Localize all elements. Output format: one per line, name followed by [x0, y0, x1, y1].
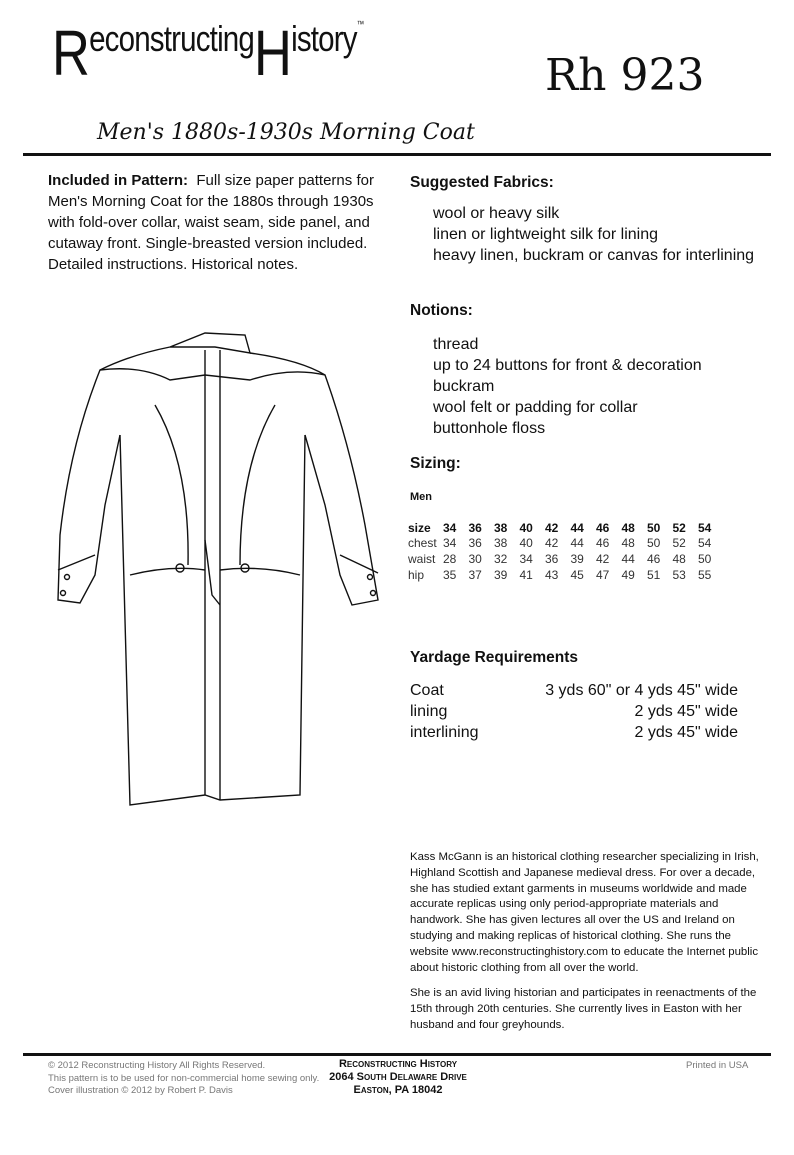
bio-paragraph: She is an avid living historian and participates in reenactments of the 15th through 20th centuries. She currently lives in Easton with her husband and four greyhounds.	[410, 987, 757, 1031]
notion-item: buttonhole floss	[433, 420, 546, 437]
size-cell: 42	[545, 536, 559, 551]
size-cell: 44	[570, 536, 584, 551]
sizing-row	[408, 567, 724, 583]
pattern-code: Rh 923	[545, 50, 705, 101]
sizing-heading: Sizing:	[410, 455, 461, 472]
notion-item: buckram	[433, 378, 495, 395]
yardage-amount: 3 yds 60" or 4 yds 45" wide	[545, 682, 738, 699]
logo-r: R	[52, 17, 90, 89]
size-cell: 39	[494, 567, 508, 582]
company-name: Reconstructing History	[338, 1058, 458, 1070]
fabrics-heading: Suggested Fabrics:	[410, 174, 554, 191]
address	[318, 1058, 478, 1097]
yardage-item: lining	[410, 703, 448, 720]
size-cell: 28	[443, 551, 457, 566]
size-cell: 46	[596, 536, 610, 551]
author-bio	[410, 850, 762, 1044]
copyright-line: © 2012 Reconstructing History All Rights Reserved.	[48, 1060, 266, 1071]
header-divider	[23, 153, 771, 156]
size-cell: 47	[596, 567, 610, 582]
intro-label: Included in Pattern:	[48, 172, 189, 189]
size-cell: 44	[570, 520, 584, 535]
row-label: size	[408, 520, 431, 535]
notion-item: up to 24 buttons for front & decoration	[433, 357, 702, 374]
fabric-item: linen or lightweight silk for lining	[433, 226, 658, 243]
size-cell: 40	[519, 520, 533, 535]
usage-line: This pattern is to be used for non-commercial home sewing only.	[48, 1072, 320, 1084]
size-cell: 36	[545, 551, 559, 566]
yardage-row	[410, 722, 738, 743]
size-cell: 46	[647, 551, 661, 566]
size-cell: 39	[570, 551, 584, 566]
size-cell: 42	[596, 551, 610, 566]
size-cell: 30	[468, 551, 482, 566]
size-cell: 34	[519, 551, 533, 566]
coat-illustration	[40, 325, 390, 820]
size-cell: 48	[621, 536, 635, 551]
bio-paragraph: Kass McGann is an historical clothing researcher specializing in Irish, Highland Scottish and Japanese medieval dress. For over a decade, she has studied extant garments in museums worldwide and made accurate replicas using only period-appropriate materials and handwork. She has given lectures all over the US and Ireland on studying and making replicas of historical clothing. She runs the website www.reconstructinghistory.com to educate the Internet public about historic clothing from all over the world.	[410, 851, 759, 974]
size-cell: 40	[519, 536, 533, 551]
size-cell: 52	[672, 520, 686, 535]
street: 2064 South Delaware Drive	[329, 1071, 467, 1083]
size-cell: 42	[545, 520, 559, 535]
logo-h: H	[254, 17, 292, 89]
yardage-amount: 2 yds 45" wide	[634, 703, 738, 720]
fabric-item: heavy linen, buckram or canvas for interlining	[433, 247, 755, 264]
yardage-amount: 2 yds 45" wide	[634, 724, 738, 741]
size-cell: 45	[570, 567, 584, 582]
yardage-table	[410, 680, 738, 743]
size-cell: 38	[494, 536, 508, 551]
size-cell: 55	[698, 567, 712, 582]
size-cell: 51	[647, 567, 661, 582]
printed-in: Printed in USA	[686, 1060, 749, 1071]
logo	[52, 17, 364, 89]
size-cell: 50	[647, 520, 661, 535]
row-label: waist	[408, 551, 436, 566]
sizing-row	[408, 536, 724, 552]
size-cell: 50	[647, 536, 661, 551]
row-label: hip	[408, 567, 425, 582]
yardage-item: interlining	[410, 724, 479, 741]
city: Easton, PA 18042	[353, 1084, 443, 1096]
size-cell: 54	[698, 520, 712, 535]
size-cell: 48	[621, 520, 635, 535]
fabric-item: wool or heavy silk	[433, 205, 560, 222]
size-cell: 52	[672, 536, 686, 551]
logo-mid: econstructing	[89, 18, 255, 59]
illustration-credit: Cover illustration © 2012 by Robert P. Davis	[48, 1085, 233, 1096]
size-cell: 43	[545, 567, 559, 582]
row-label: chest	[408, 536, 437, 551]
size-cell: 35	[443, 567, 457, 582]
size-cell: 44	[621, 551, 635, 566]
sizing-row	[408, 520, 724, 536]
notions-heading: Notions:	[410, 302, 473, 319]
notion-item: thread	[433, 336, 479, 353]
intro-text: Full size paper patterns for Men's Morning Coat for the 1880s through 1930s with fold-over collar, waist seam, side panel, and cutaway front. Single-breasted version included. Detailed instructions. Historical notes.	[48, 172, 374, 273]
size-cell: 34	[443, 536, 457, 551]
size-cell: 53	[672, 567, 686, 582]
logo-end: istory	[291, 18, 357, 59]
size-cell: 49	[621, 567, 635, 582]
size-cell: 38	[494, 520, 508, 535]
copyright	[48, 1060, 319, 1098]
sizing-row	[408, 551, 724, 567]
trademark: ™	[356, 19, 364, 29]
size-cell: 37	[468, 567, 482, 582]
size-cell: 46	[596, 520, 610, 535]
yardage-row	[410, 701, 738, 722]
size-cell: 36	[468, 536, 482, 551]
notion-item: wool felt or padding for collar	[433, 399, 638, 416]
yardage-row	[410, 680, 738, 701]
footer-divider	[23, 1053, 771, 1056]
size-cell: 36	[468, 520, 482, 535]
yardage-item: Coat	[410, 682, 444, 699]
notions-list	[433, 334, 702, 439]
pattern-title: Men's 1880s-1930s Morning Coat	[97, 120, 475, 145]
size-cell: 48	[672, 551, 686, 566]
sizing-table	[408, 520, 724, 582]
size-cell: 34	[443, 520, 457, 535]
size-cell: 41	[519, 567, 533, 582]
size-cell: 32	[494, 551, 508, 566]
size-cell: 54	[698, 536, 712, 551]
sizing-group: Men	[410, 491, 432, 503]
yardage-heading: Yardage Requirements	[410, 649, 578, 666]
fabrics-list	[433, 203, 754, 266]
size-cell: 50	[698, 551, 712, 566]
included-in-pattern	[48, 170, 393, 275]
